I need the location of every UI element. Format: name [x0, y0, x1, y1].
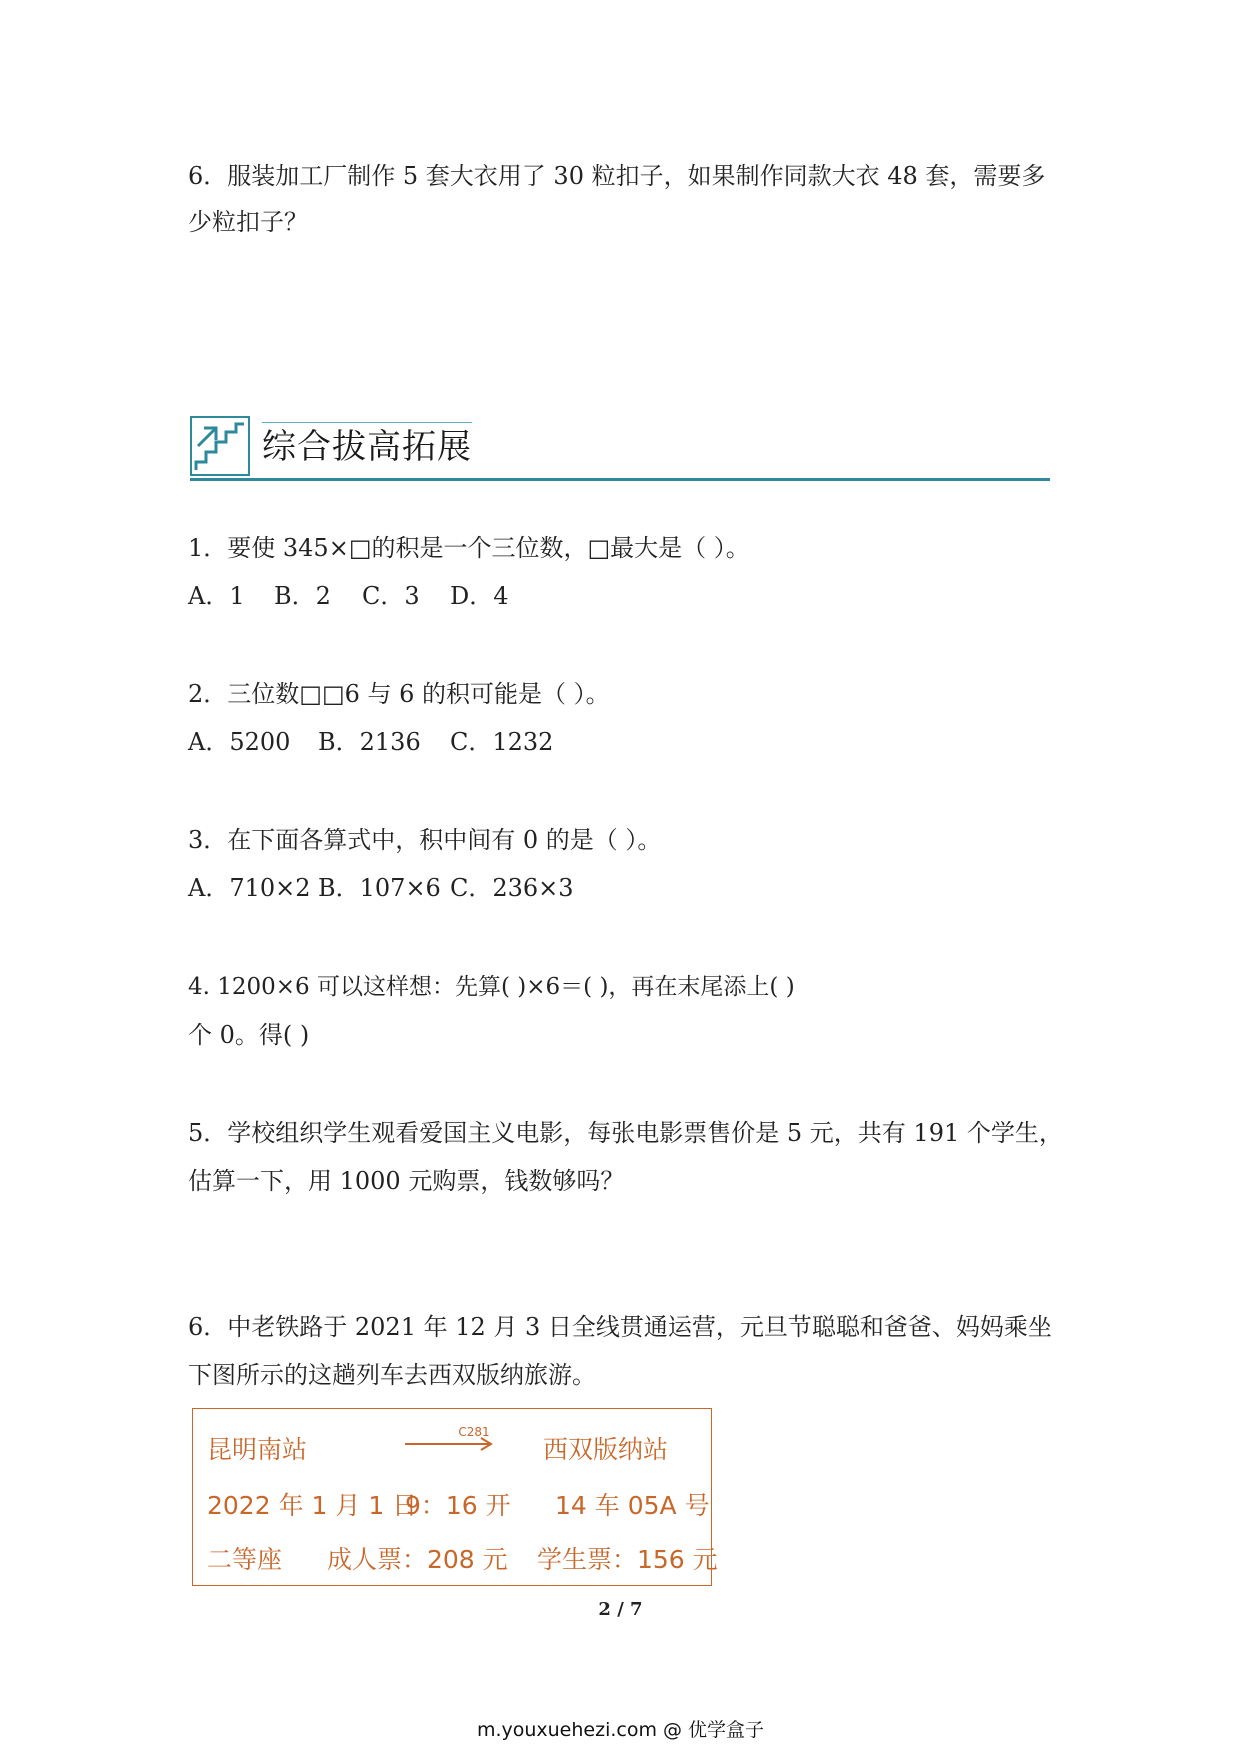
ticket-student-fare: 学生票：156 元 [537, 1545, 718, 1574]
footer-watermark: m.youxuehezi.com @ 优学盒子 [476, 1719, 765, 1741]
option-d: D．4 [450, 582, 509, 610]
question-5-line1: 5．学校组织学生观看爱国主义电影，每张电影票售价是 5 元，共有 191 个学生， [188, 1119, 1063, 1147]
option-b: B．2 [274, 582, 331, 610]
option-a: A．710×2 [188, 874, 311, 902]
option-c: C．1232 [450, 728, 554, 756]
question-6-top-line2: 少粒扣子？ [188, 208, 308, 236]
ticket-class: 二等座 [207, 1545, 283, 1574]
question-4-line1: 4. 1200×6 可以这样想：先算( )×6＝( )，再在末尾添上( ) [188, 974, 795, 1000]
question-6-line2: 下图所示的这趟列车去西双版纳旅游。 [188, 1361, 596, 1389]
page-number: 2 / 7 [598, 1599, 643, 1620]
option-a: A．1 [188, 582, 245, 610]
question-3-stem: 3．在下面各算式中，积中间有 0 的是（ ）。 [188, 826, 662, 854]
option-c: C．236×3 [450, 874, 574, 902]
question-5-line2: 估算一下，用 1000 元购票，钱数够吗？ [188, 1167, 625, 1195]
question-6-line1: 6．中老铁路于 2021 年 12 月 3 日全线贯通运营，元旦节聪聪和爸爸、妈妈乘坐 [188, 1313, 1052, 1341]
ticket-adult-fare: 成人票：208 元 [327, 1545, 508, 1574]
option-b: B．2136 [318, 728, 421, 756]
question-6-top-line1: 6．服装加工厂制作 5 套大衣用了 30 粒扣子，如果制作同款大衣 48 套，需要多 [188, 162, 1046, 190]
ticket-to-station: 西双版纳站 [543, 1435, 669, 1464]
option-b: B．107×6 [318, 874, 441, 902]
section-header [190, 416, 1050, 506]
option-a: A．5200 [188, 728, 291, 756]
question-2-options [188, 726, 553, 758]
question-2-stem: 2．三位数□□6 与 6 的积可能是（ ）。 [188, 680, 610, 708]
section-title: 综合拔高拓展 [262, 427, 472, 467]
section-underline [190, 478, 1050, 481]
stairs-arrow-icon [190, 416, 250, 476]
question-1-options [188, 580, 509, 612]
train-ticket [192, 1408, 718, 1586]
question-1-stem: 1．要使 345×□的积是一个三位数，□最大是（ ）。 [188, 534, 750, 562]
ticket-train-number: C281 [458, 1425, 490, 1439]
arrow-right-icon [405, 1437, 497, 1451]
ticket-seat: 14 车 05A 号 [555, 1491, 710, 1520]
ticket-from-station: 昆明南站 [207, 1435, 308, 1464]
ticket-date: 2022 年 1 月 1 日 [207, 1491, 418, 1520]
question-4-line2: 个 0。得( ) [188, 1021, 310, 1049]
ticket-time: 9：16 开 [405, 1491, 511, 1520]
option-c: C．3 [362, 582, 420, 610]
question-3-options [188, 872, 574, 904]
